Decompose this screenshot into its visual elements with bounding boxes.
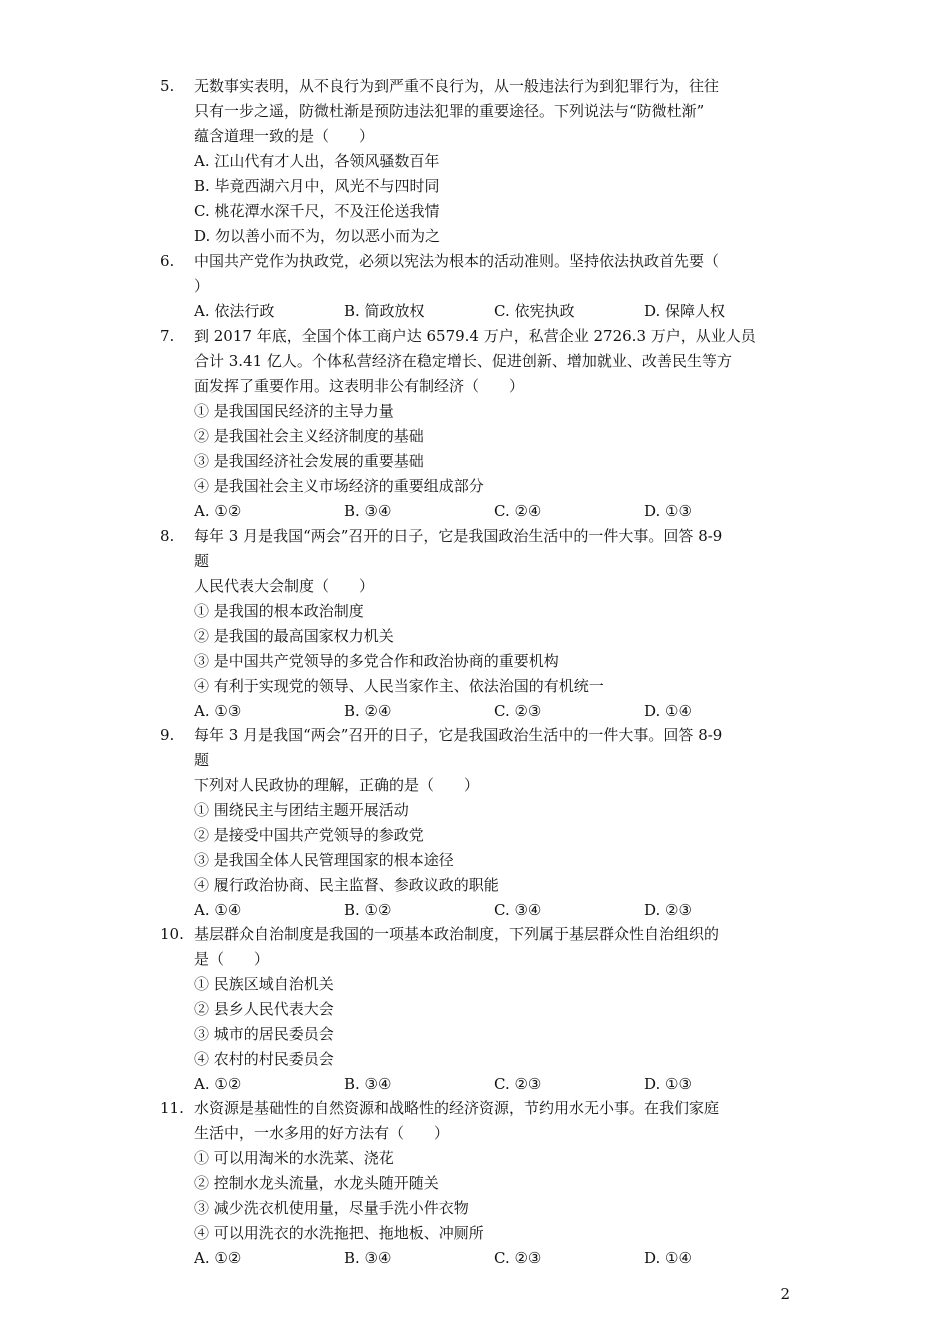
answer-option-c: C. ②④ <box>494 502 542 520</box>
statement-item: ① 是我国国民经济的主导力量 <box>194 402 394 420</box>
answer-options-row <box>194 898 800 923</box>
answer-option-a: A. ①③ <box>194 702 242 720</box>
statement-item: ④ 农村的村民委员会 <box>194 1050 334 1068</box>
statement-item: ③ 是我国全体人民管理国家的根本途径 <box>194 851 454 869</box>
answer-option: A. 江山代有才人出，各领风骚数百年 <box>194 152 440 170</box>
answer-option-b: B. ①② <box>344 901 392 919</box>
answer-options-row <box>194 1246 800 1271</box>
answer-option-c: C. ③④ <box>494 901 542 919</box>
question-text-line: 无数事实表明，从不良行为到严重不良行为，从一般违法行为到犯罪行为，往往 <box>194 77 720 95</box>
question-number: 5. <box>160 77 175 95</box>
answer-option-b: B. ③④ <box>344 1075 392 1093</box>
answer-option-d: D. ①④ <box>644 702 692 720</box>
answer-option-a: A. ①② <box>194 502 242 520</box>
statement-item: ③ 是我国经济社会发展的重要基础 <box>194 452 424 470</box>
question-number: 10. <box>160 925 184 943</box>
question-number: 6. <box>160 252 175 270</box>
answer-option-d: D. ①③ <box>644 1075 692 1093</box>
question-number: 8. <box>160 527 175 545</box>
question-number: 9. <box>160 726 175 744</box>
question-text-line: 水资源是基础性的自然资源和战略性的经济资源，节约用水无小事。在我们家庭 <box>194 1099 720 1117</box>
statement-item: ① 围绕民主与团结主题开展活动 <box>194 801 409 819</box>
question-7 <box>160 324 800 524</box>
statement-item: ③ 是中国共产党领导的多党合作和政治协商的重要机构 <box>194 652 559 670</box>
question-text-line: 到 2017 年底，全国个体工商户达 6579.4 万户，私营企业 2726.3 万户，从业人员 <box>194 327 756 345</box>
question-10 <box>160 922 800 1097</box>
statement-item: ③ 城市的居民委员会 <box>194 1025 334 1043</box>
question-text-line: 面发挥了重要作用。这表明非公有制经济（ ） <box>194 377 525 395</box>
question-text-line: 人民代表大会制度（ ） <box>194 577 375 595</box>
question-9 <box>160 723 800 923</box>
answer-options-row <box>194 1072 800 1097</box>
question-11 <box>160 1096 800 1271</box>
page-number: 2 <box>780 1285 790 1303</box>
statement-item: ① 是我国的根本政治制度 <box>194 602 364 620</box>
statement-item: ④ 有利于实现党的领导、人民当家作主、依法治国的有机统一 <box>194 677 604 695</box>
statement-item: ④ 可以用洗衣的水洗拖把、拖地板、冲厕所 <box>194 1224 484 1242</box>
question-text-line: 基层群众自治制度是我国的一项基本政治制度，下列属于基层群众性自治组织的 <box>194 925 720 943</box>
statement-item: ① 可以用淘米的水洗菜、浇花 <box>194 1149 394 1167</box>
question-number: 7. <box>160 327 175 345</box>
answer-option-a: A. ①② <box>194 1249 242 1267</box>
answer-option: D. 勿以善小而不为，勿以恶小而为之 <box>194 227 441 245</box>
answer-option-b: B. 简政放权 <box>344 302 425 320</box>
statement-item: ① 民族区域自治机关 <box>194 975 334 993</box>
statement-item: ② 县乡人民代表大会 <box>194 1000 334 1018</box>
question-text-line: 只有一步之遥，防微杜渐是预防违法犯罪的重要途径。下列说法与“防微杜渐” <box>194 102 705 120</box>
statement-item: ② 控制水龙头流量，水龙头随开随关 <box>194 1174 439 1192</box>
answer-option-d: D. 保障人权 <box>644 302 726 320</box>
answer-option-b: B. ②④ <box>344 702 392 720</box>
question-text-line: 中国共产党作为执政党，必须以宪法为根本的活动准则。坚持依法执政首先要（ <box>194 252 720 270</box>
statement-item: ④ 是我国社会主义市场经济的重要组成部分 <box>194 477 484 495</box>
question-text-line: 题 <box>194 751 210 769</box>
answer-option-c: C. ②③ <box>494 1075 542 1093</box>
answer-option-a: A. 依法行政 <box>194 302 275 320</box>
answer-option-d: D. ①③ <box>644 502 692 520</box>
question-text-line: 每年 3 月是我国“两会”召开的日子，它是我国政治生活中的一件大事。回答 8-9 <box>194 527 723 545</box>
answer-options-row <box>194 699 800 724</box>
answer-option-d: D. ②③ <box>644 901 692 919</box>
question-6 <box>160 249 800 324</box>
question-number: 11. <box>160 1099 184 1117</box>
answer-option-c: C. ②③ <box>494 1249 542 1267</box>
statement-item: ③ 减少洗衣机使用量，尽量手洗小件衣物 <box>194 1199 469 1217</box>
statement-item: ④ 履行政治协商、民主监督、参政议政的职能 <box>194 876 499 894</box>
question-5 <box>160 74 800 249</box>
question-text-line: 蕴含道理一致的是（ ） <box>194 127 375 145</box>
answer-option-d: D. ①④ <box>644 1249 692 1267</box>
answer-option-a: A. ①④ <box>194 901 242 919</box>
question-text-line: 是（ ） <box>194 950 270 968</box>
statement-item: ② 是接受中国共产党领导的参政党 <box>194 826 424 844</box>
statement-item: ② 是我国的最高国家权力机关 <box>194 627 394 645</box>
statement-item: ② 是我国社会主义经济制度的基础 <box>194 427 424 445</box>
answer-option: C. 桃花潭水深千尺，不及汪伦送我情 <box>194 202 440 220</box>
question-text-line: 生活中，一水多用的好方法有（ ） <box>194 1124 450 1142</box>
answer-option-a: A. ①② <box>194 1075 242 1093</box>
question-text-line: 合计 3.41 亿人。个体私营经济在稳定增长、促进创新、增加就业、改善民生等方 <box>194 352 732 370</box>
answer-option-b: B. ③④ <box>344 1249 392 1267</box>
answer-option-b: B. ③④ <box>344 502 392 520</box>
answer-option-c: C. ②③ <box>494 702 542 720</box>
answer-options-row <box>194 499 800 524</box>
question-text-line: 下列对人民政协的理解，正确的是（ ） <box>194 776 480 794</box>
answer-option-c: C. 依宪执政 <box>494 302 575 320</box>
question-8 <box>160 524 800 724</box>
question-text-line: 每年 3 月是我国“两会”召开的日子，它是我国政治生活中的一件大事。回答 8-9 <box>194 726 723 744</box>
answer-option: B. 毕竟西湖六月中，风光不与四时同 <box>194 177 440 195</box>
answer-options-row <box>194 299 800 324</box>
question-text-line: ） <box>194 277 210 295</box>
question-text-line: 题 <box>194 552 210 570</box>
